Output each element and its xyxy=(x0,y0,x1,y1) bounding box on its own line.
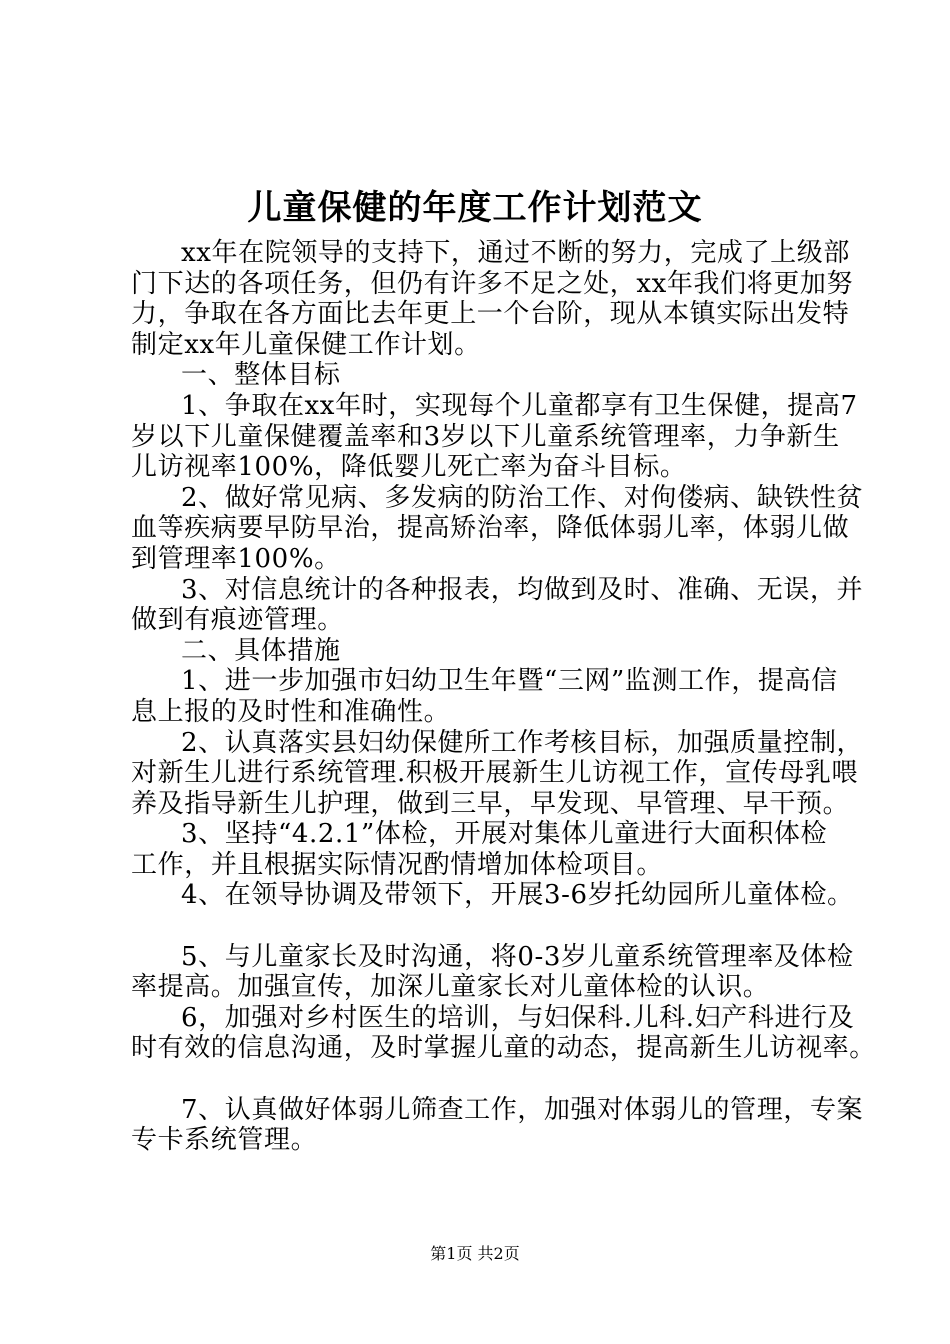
paragraph-line: 制定xx年儿童保健工作计划。 xyxy=(131,329,481,360)
paragraph-line: 时有效的信息沟通，及时掌握儿童的动态，提高新生儿访视率。 xyxy=(131,1033,876,1064)
section-heading: 二、具体措施 xyxy=(181,635,341,666)
paragraph-line: 3、坚持“4.2.1”体检，开展对集体儿童进行大面积体检 xyxy=(181,819,828,850)
paragraph-line: 力，争取在各方面比去年更上一个台阶，现从本镇实际出发特 xyxy=(131,299,850,330)
paragraph-line: 7、认真做好体弱儿筛查工作，加强对体弱儿的管理，专案 xyxy=(181,1094,864,1125)
document-body xyxy=(131,238,876,1156)
paragraph-line: 1、进一步加强市妇幼卫生年暨“三网”监测工作，提高信 xyxy=(181,666,838,697)
paragraph-line: 6，加强对乡村医生的培训，与妇保科.儿科.妇产科进行及 xyxy=(181,1002,855,1033)
blank-line xyxy=(131,1064,831,1095)
paragraph-line: 2、做好常见病、多发病的防治工作、对佝偻病、缺铁性贫 xyxy=(181,482,864,513)
paragraph-line: 岁以下儿童保健覆盖率和3岁以下儿童系统管理率，力争新生 xyxy=(131,421,840,452)
paragraph-line: 对新生儿进行系统管理.积极开展新生儿访视工作，宣传母乳喂 xyxy=(131,758,859,789)
paragraph-line: 工作，并且根据实际情况酌情增加体检项目。 xyxy=(131,849,664,880)
paragraph-line: 4、在领导协调及带领下，开展3-6岁托幼园所儿童体检。 xyxy=(181,880,854,911)
paragraph-line: 1、争取在xx年时，实现每个儿童都享有卫生保健，提高7 xyxy=(181,390,858,421)
paragraph-line: 门下达的各项任务，但仍有许多不足之处，xx年我们将更加努 xyxy=(131,268,854,299)
document-title: 儿童保健的年度工作计划范文 xyxy=(247,188,703,228)
paragraph-line: 养及指导新生儿护理，做到三早，早发现、早管理、早干预。 xyxy=(131,788,850,819)
paragraph-line: 专卡系统管理。 xyxy=(131,1125,318,1156)
blank-line xyxy=(131,911,831,942)
paragraph-line: 3、对信息统计的各种报表，均做到及时、准确、无误，并 xyxy=(181,574,864,605)
paragraph-line: 息上报的及时性和准确性。 xyxy=(131,696,451,727)
paragraph-line: 5、与儿童家长及时沟通，将0-3岁儿童系统管理率及体检 xyxy=(181,941,854,972)
paragraph-line: 2、认真落实县妇幼保健所工作考核目标，加强质量控制， xyxy=(181,727,864,758)
paragraph-line: 到管理率100%。 xyxy=(131,543,341,574)
paragraph-line: xx年在院领导的支持下，通过不断的努力，完成了上级部 xyxy=(181,238,850,268)
paragraph-line: 做到有痕迹管理。 xyxy=(131,605,344,636)
paragraph-line: 儿访视率100%，降低婴儿死亡率为奋斗目标。 xyxy=(131,452,687,483)
page-number: 第1页 共2页 xyxy=(430,1244,520,1263)
paragraph-line: 血等疾病要早防早治，提高矫治率，降低体弱儿率，体弱儿做 xyxy=(131,513,850,544)
section-heading: 一、整体目标 xyxy=(181,360,341,391)
paragraph-line: 率提高。加强宣传，加深儿童家长对儿童体检的认识。 xyxy=(131,972,770,1003)
